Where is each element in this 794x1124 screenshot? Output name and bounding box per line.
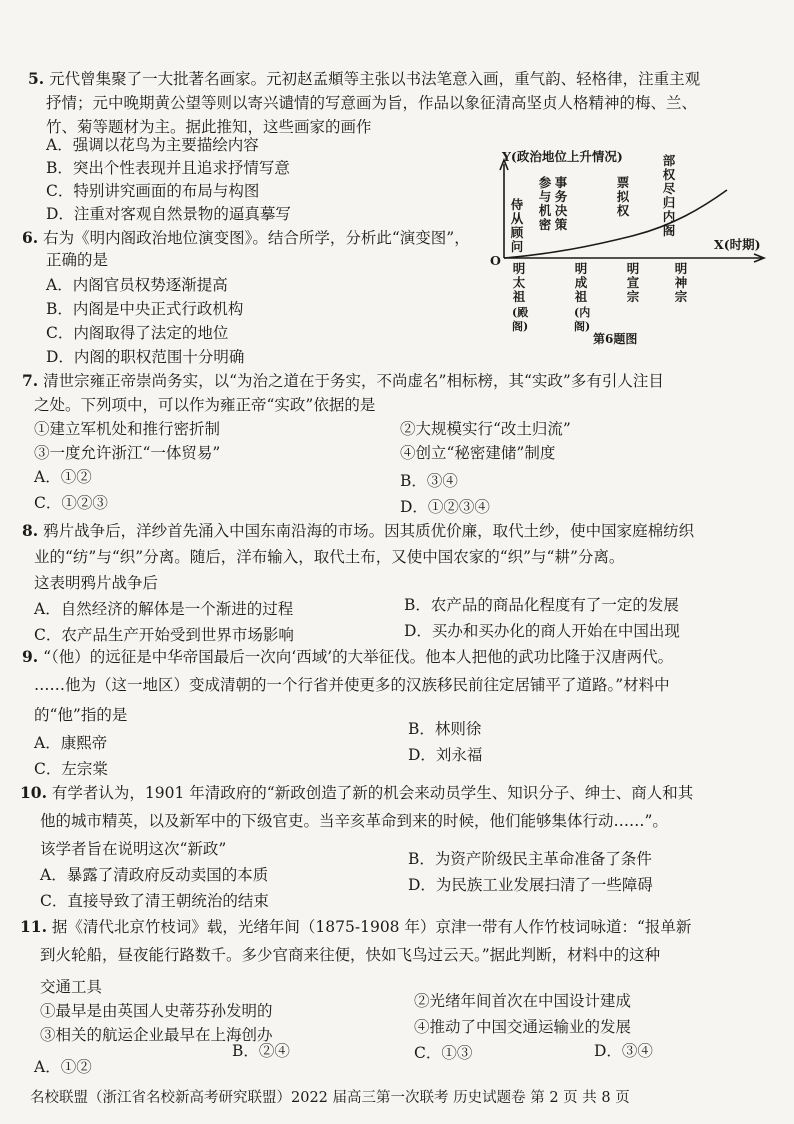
q6-line1	[22, 227, 470, 249]
q6-option-c[interactable]: C．内阁取得了法定的地位	[46, 324, 229, 342]
origin-label: O	[490, 253, 501, 268]
q5-line1	[28, 68, 700, 90]
x-label-chengzu-note: (内阁)	[574, 306, 591, 333]
q7-option-c[interactable]: C．①②③	[34, 494, 108, 512]
q7-stem-2: 之处。下列项中，可以作为雍正帝“实政”依据的是	[34, 396, 376, 414]
q9-option-a[interactable]: A．康熙帝	[34, 734, 108, 752]
stage-3-label: 票拟权	[616, 175, 630, 218]
q6-option-b[interactable]: B．内阁是中央正式行政机构	[46, 300, 244, 318]
q8-option-d[interactable]: D．买办和买办化的商人开始在中国出现	[404, 622, 680, 640]
q11-option-a[interactable]: A．①②	[34, 1058, 92, 1076]
q11-item-1: ①最早是由英国人史蒂芬孙发明的	[40, 1002, 273, 1020]
q11-item-4: ④推动了中国交通运输业的发展	[414, 1018, 632, 1036]
q11-item-3: ③相关的航运企业最早在上海创办	[40, 1026, 273, 1044]
x-label-taizu: 明太祖	[512, 261, 526, 304]
q5-stem-2: 抒情；元中晚期黄公望等则以寄兴谴情的写意画为旨，作品以象征清高坚贞人格精神的梅、兰、	[46, 94, 698, 112]
q11-item-2: ②光绪年间首次在中国设计建成	[414, 992, 632, 1010]
q10-stem-1: 有学者认为，1901 年清政府的“新政创造了新的机会来动员学生、知识分子、绅士、商人和其	[51, 784, 694, 802]
q7-option-d[interactable]: D．①②③④	[400, 498, 490, 516]
q5-option-b[interactable]: B．突出个性表现并且追求抒情写意	[46, 159, 290, 177]
q9-number: 9.	[22, 647, 39, 666]
q11-stem-1: 据《清代北京竹枝词》载，光绪年间（1875-1908 年）京津一带有人作竹枝词咏道：“报单新	[51, 918, 692, 936]
y-axis-label: Y(政治地位上升情况)	[502, 149, 623, 164]
q9-stem-3: 的“他”指的是	[34, 706, 128, 724]
stage-4-label: 部权尽归内阁	[662, 153, 676, 238]
q11-number: 11.	[20, 917, 47, 936]
q7-option-b[interactable]: B．③④	[400, 472, 458, 490]
q7-line1	[22, 370, 664, 392]
x-label-chengzu: 明成祖	[574, 261, 588, 304]
q9-stem-2: ……他为（这一地区）变成清朝的一个行省并使更多的汉族移民前往定居铺平了道路。”材料中	[34, 676, 670, 694]
q8-option-a[interactable]: A．自然经济的解体是一个渐进的过程	[34, 600, 294, 618]
q10-option-a[interactable]: A．暴露了清政府反动卖国的本质	[40, 866, 269, 884]
q11-line1	[20, 916, 691, 938]
q9-stem-1: “（他）的远征是中华帝国最后一次向‘西域’的大举征伐。他本人把他的武功比隆于汉唐两代。	[43, 648, 674, 666]
q7-item-1: ①建立军机处和推行密折制	[34, 420, 221, 438]
q10-option-c[interactable]: C．直接导致了清王朝统治的结束	[40, 892, 269, 910]
q9-line1	[22, 646, 673, 668]
q7-item-2: ②大规模实行“改土归流”	[400, 420, 571, 438]
q6-option-d[interactable]: D．内阁的职权范围十分明确	[46, 348, 245, 366]
q11-stem-3: 交通工具	[40, 978, 103, 996]
q10-line1	[20, 782, 693, 804]
q8-stem-1: 鸦片战争后，洋纱首先涌入中国东南沿海的市场。因其质优价廉，取代土纱，使中国家庭棉纺织	[43, 522, 695, 540]
q11-stem-2: 到火轮船，昼夜能行路数千。多少官商来往便，快如飞鸟过云天。”据此判断，材料中的这种	[40, 946, 661, 964]
q7-item-3: ③一度允许浙江“一体贸易”	[34, 444, 221, 462]
q10-stem-2: 他的城市精英，以及新军中的下级官吏。当辛亥革命到来的时候，他们能够集体行动……”。	[40, 812, 668, 830]
q11-option-c[interactable]: C．①③	[414, 1044, 473, 1062]
stage-2b-label: 事务决策	[554, 175, 568, 232]
q8-option-c[interactable]: C．农产品生产开始受到世界市场影响	[34, 626, 294, 644]
page-footer: 名校联盟（浙江省名校新高考研究联盟）2022 届高三第一次联考 历史试题卷 第 2 页 共 8 页	[30, 1090, 630, 1106]
q6-figure-caption: 第6题图	[593, 332, 638, 346]
q7-option-a[interactable]: A．①②	[34, 468, 92, 486]
q10-stem-3: 该学者旨在说明这次“新政”	[40, 840, 227, 858]
q5-option-d[interactable]: D．注重对客观自然景物的逼真摹写	[46, 205, 291, 223]
x-axis-label: X(时期)	[714, 237, 761, 252]
q6-stem-2: 正确的是	[46, 251, 109, 269]
q7-stem-1: 清世宗雍正帝崇尚务实，以“为治之道在于务实，不尚虚名”相标榜，其“实政”多有引人注目	[43, 372, 664, 390]
q9-option-c[interactable]: C．左宗棠	[34, 760, 108, 778]
q8-stem-3: 这表明鸦片战争后	[34, 574, 159, 592]
stage-2a-label: 参与机密	[538, 175, 552, 232]
q5-number: 5.	[28, 69, 45, 88]
q5-stem-1: 元代曾集聚了一大批著名画家。元初赵孟頫等主张以书法笔意入画，重气韵、轻格律，注重主观	[49, 70, 701, 88]
q9-option-d[interactable]: D．刘永福	[408, 746, 483, 764]
q7-item-4: ④创立“秘密建储”制度	[400, 444, 556, 462]
q8-stem-2: 业的“纺”与“织”分离。随后，洋布输入，取代土布，又使中国农家的“织”与“耕”分离。	[34, 548, 625, 566]
q10-option-b[interactable]: B．为资产阶级民主革命准备了条件	[408, 850, 652, 868]
q5-stem-3: 竹、菊等题材为主。据此推知，这些画家的画作	[46, 118, 372, 136]
q10-number: 10.	[20, 783, 47, 802]
x-label-shenzong: 明神宗	[674, 261, 688, 304]
q6-figure	[482, 149, 782, 333]
q6-stem-1: 右为《明内阁政治地位演变图》。结合所学，分析此“演变图”，	[43, 229, 470, 247]
x-label-taizu-note: (殿阁)	[512, 306, 529, 333]
q5-option-c[interactable]: C．特别讲究画面的布局与构图	[46, 182, 260, 200]
q6-option-a[interactable]: A．内阁官员权势逐渐提高	[46, 276, 228, 294]
q11-option-d[interactable]: D．③④	[594, 1042, 653, 1060]
q7-number: 7.	[22, 371, 39, 390]
q10-option-d[interactable]: D．为民族工业发展扫清了一些障碍	[408, 876, 653, 894]
q8-number: 8.	[22, 521, 39, 540]
q8-option-b[interactable]: B．农产品的商品化程度有了一定的发展	[404, 596, 679, 614]
q6-number: 6.	[22, 228, 39, 247]
x-label-xuanzong: 明宣宗	[626, 261, 640, 304]
q11-option-b[interactable]: B．②④	[232, 1042, 290, 1060]
stage-1-label: 侍从顾问	[510, 197, 524, 254]
q5-option-a[interactable]: A．强调以花鸟为主要描绘内容	[46, 136, 259, 154]
q8-line1	[22, 520, 694, 542]
q9-option-b[interactable]: B．林则徐	[408, 720, 482, 738]
